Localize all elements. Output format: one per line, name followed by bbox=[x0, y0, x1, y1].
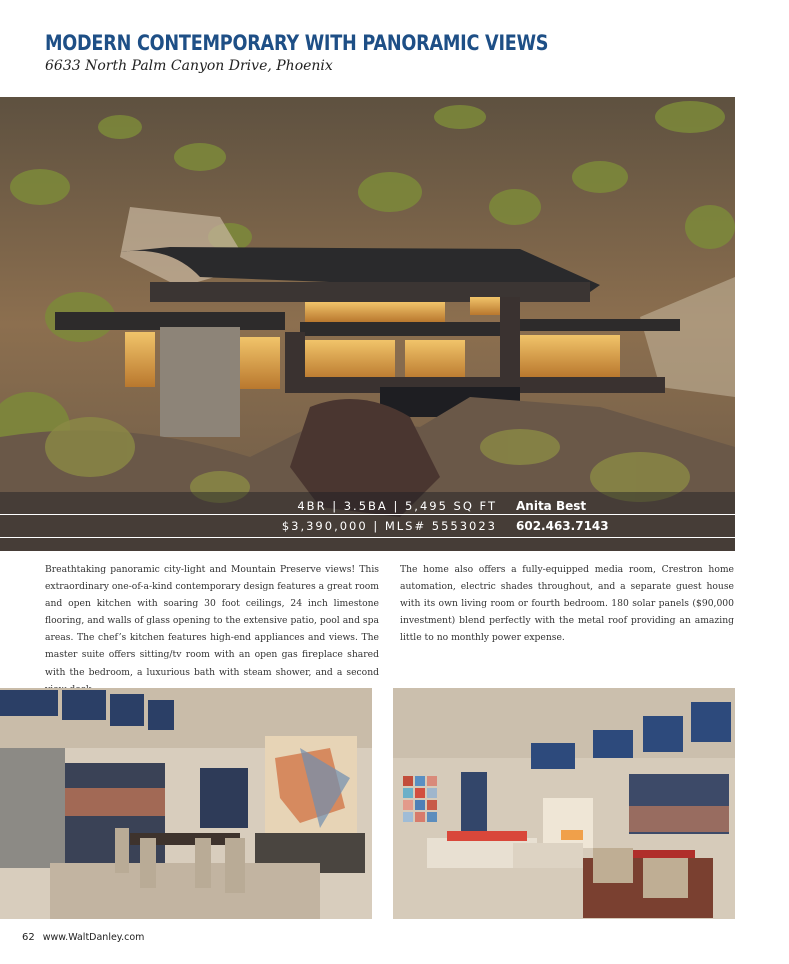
living-room-photo bbox=[393, 688, 735, 919]
listing-price-mls: $3,390,000 | MLS# 5553023 bbox=[281, 519, 497, 533]
page-title: MODERN CONTEMPORARY WITH PANORAMIC VIEWS bbox=[45, 31, 549, 55]
property-address: 6633 North Palm Canyon Drive, Phoenix bbox=[45, 58, 333, 74]
divider-line bbox=[0, 514, 735, 515]
description-left-column: Breathtaking panoramic city-light and Mountain Preserve views! This extraordinary one-of-a-kind contemporary design features a great room and open kitchen with soaring 30 foot ceilings, 24 inch limestone flooring, and walls of glass opening to the extensive patio, pool and spa areas. The chef’s kitchen features high-end appliances and views. The master suite offers sitting/tv room with an open gas fireplace shared with the bedroom, a luxurious bath with steam shower, and a second bbox=[45, 564, 379, 678]
listing-stats: 4BR | 3.5BA | 5,495 SQ FT bbox=[297, 499, 497, 513]
page-footer bbox=[22, 932, 144, 943]
listing-info-band bbox=[0, 495, 735, 543]
description-right-column: The home also offers a fully-equipped media room, Crestron home automation, electric shades throughout, and a separate guest house with its own living room or fourth bedroom. 180 solar panels ($90,000 investment) blend perfectly with the metal roof providing an amazing little to no monthly power expense. bbox=[400, 564, 734, 644]
website-url: www.WaltDanley.com bbox=[42, 932, 145, 943]
page-number: 62 bbox=[22, 932, 35, 943]
agent-name: Anita Best bbox=[516, 499, 587, 513]
agent-phone: 602.463.7143 bbox=[516, 519, 609, 533]
divider-line bbox=[0, 537, 735, 538]
dining-room-photo bbox=[0, 688, 372, 919]
hero-exterior-photo bbox=[0, 97, 735, 551]
